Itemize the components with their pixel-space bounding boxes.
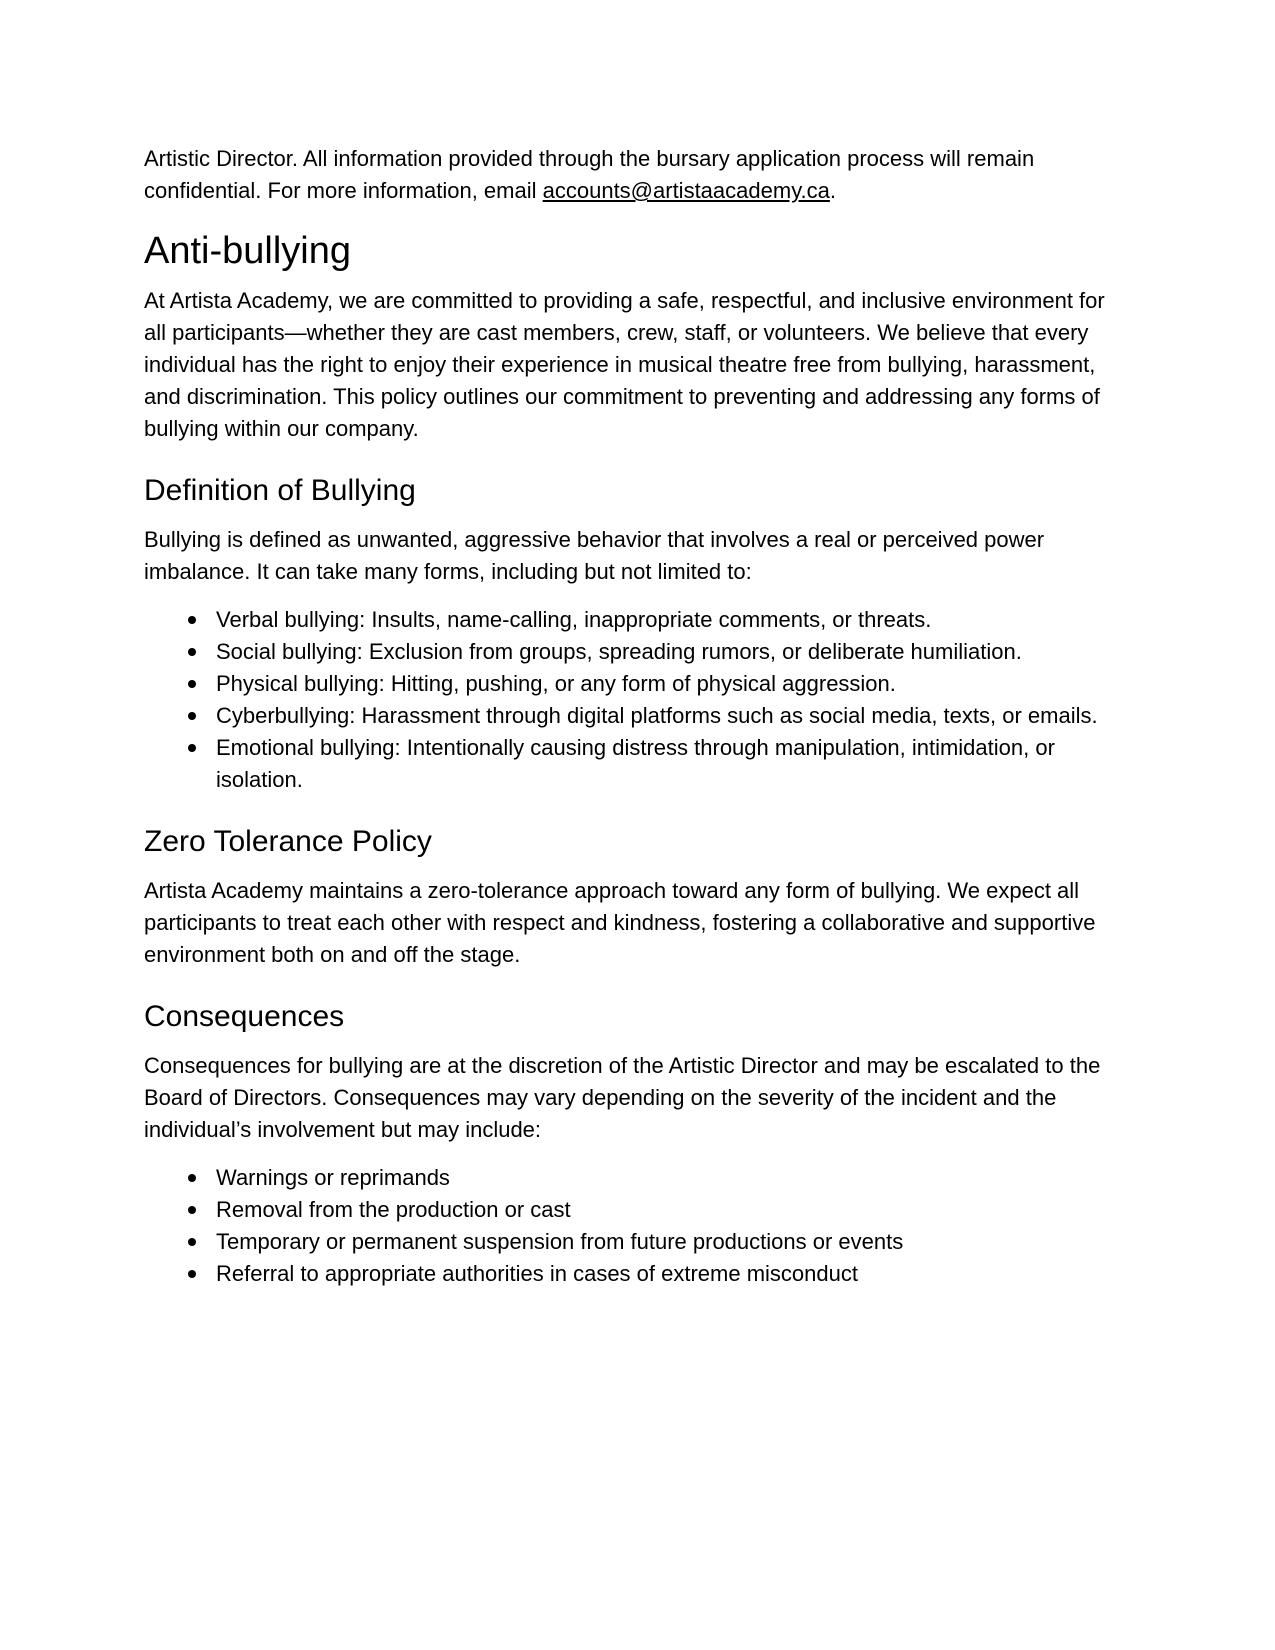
consequences-paragraph: Consequences for bullying are at the discretion of the Artistic Director and may be escalated to the Board of Directors. Consequences may vary depending on the severity of the incident and the individual’s involvement but may include: <box>144 1053 1101 1142</box>
list-item-cyberbullying: Cyberbullying: Harassment through digital platforms such as social media, texts, or emails. <box>216 700 1131 732</box>
heading-zero-tolerance-policy: Zero Tolerance Policy <box>144 825 432 858</box>
consequences-list <box>144 1162 1131 1290</box>
list-item-removal: Removal from the production or cast <box>216 1194 1131 1226</box>
heading-consequences: Consequences <box>144 1000 345 1033</box>
list-item-social-bullying: Social bullying: Exclusion from groups, spreading rumors, or deliberate humiliation. <box>216 636 1131 668</box>
list-item-physical-bullying: Physical bullying: Hitting, pushing, or any form of physical aggression. <box>216 668 1131 700</box>
intro-text-before-link: Artistic Director. All information provided through the bursary application process will remain confidential. For more information, email <box>144 146 1035 203</box>
email-link[interactable]: accounts@artistaacademy.ca <box>542 178 830 203</box>
list-item-suspension: Temporary or permanent suspension from future productions or events <box>216 1226 1131 1258</box>
list-item-referral: Referral to appropriate authorities in cases of extreme misconduct <box>216 1258 1131 1290</box>
heading-definition-of-bullying: Definition of Bullying <box>144 474 416 507</box>
page-title: Anti-bullying <box>144 230 351 272</box>
list-item-verbal-bullying: Verbal bullying: Insults, name-calling, inappropriate comments, or threats. <box>216 604 1131 636</box>
zero-tolerance-paragraph: Artista Academy maintains a zero-tolerance approach toward any form of bullying. We expect all participants to treat each other with respect and kindness, fostering a collaborative and supportive environment both on and off the stage. <box>144 878 1096 967</box>
list-item-emotional-bullying: Emotional bullying: Intentionally causing distress through manipulation, intimidation, or isolation. <box>216 732 1131 796</box>
list-item-warnings: Warnings or reprimands <box>216 1162 1131 1194</box>
intro-text-after-link: . <box>829 178 837 203</box>
definition-paragraph: Bullying is defined as unwanted, aggressive behavior that involves a real or perceived power imbalance. It can take many forms, including but not limited to: <box>144 527 1045 584</box>
bullying-types-list <box>144 604 1131 796</box>
intro-paragraph <box>144 143 1131 207</box>
anti-bullying-intro-paragraph: At Artista Academy, we are committed to providing a safe, respectful, and inclusive environment for all participants—whether they are cast members, crew, staff, or volunteers. We believe that every individual has the right to enjoy their experience in musical theatre free from bullying, harassment, and discrimination. This policy outlines our commitment to preventing and addressing any forms of bullying within our company. <box>144 288 1105 441</box>
